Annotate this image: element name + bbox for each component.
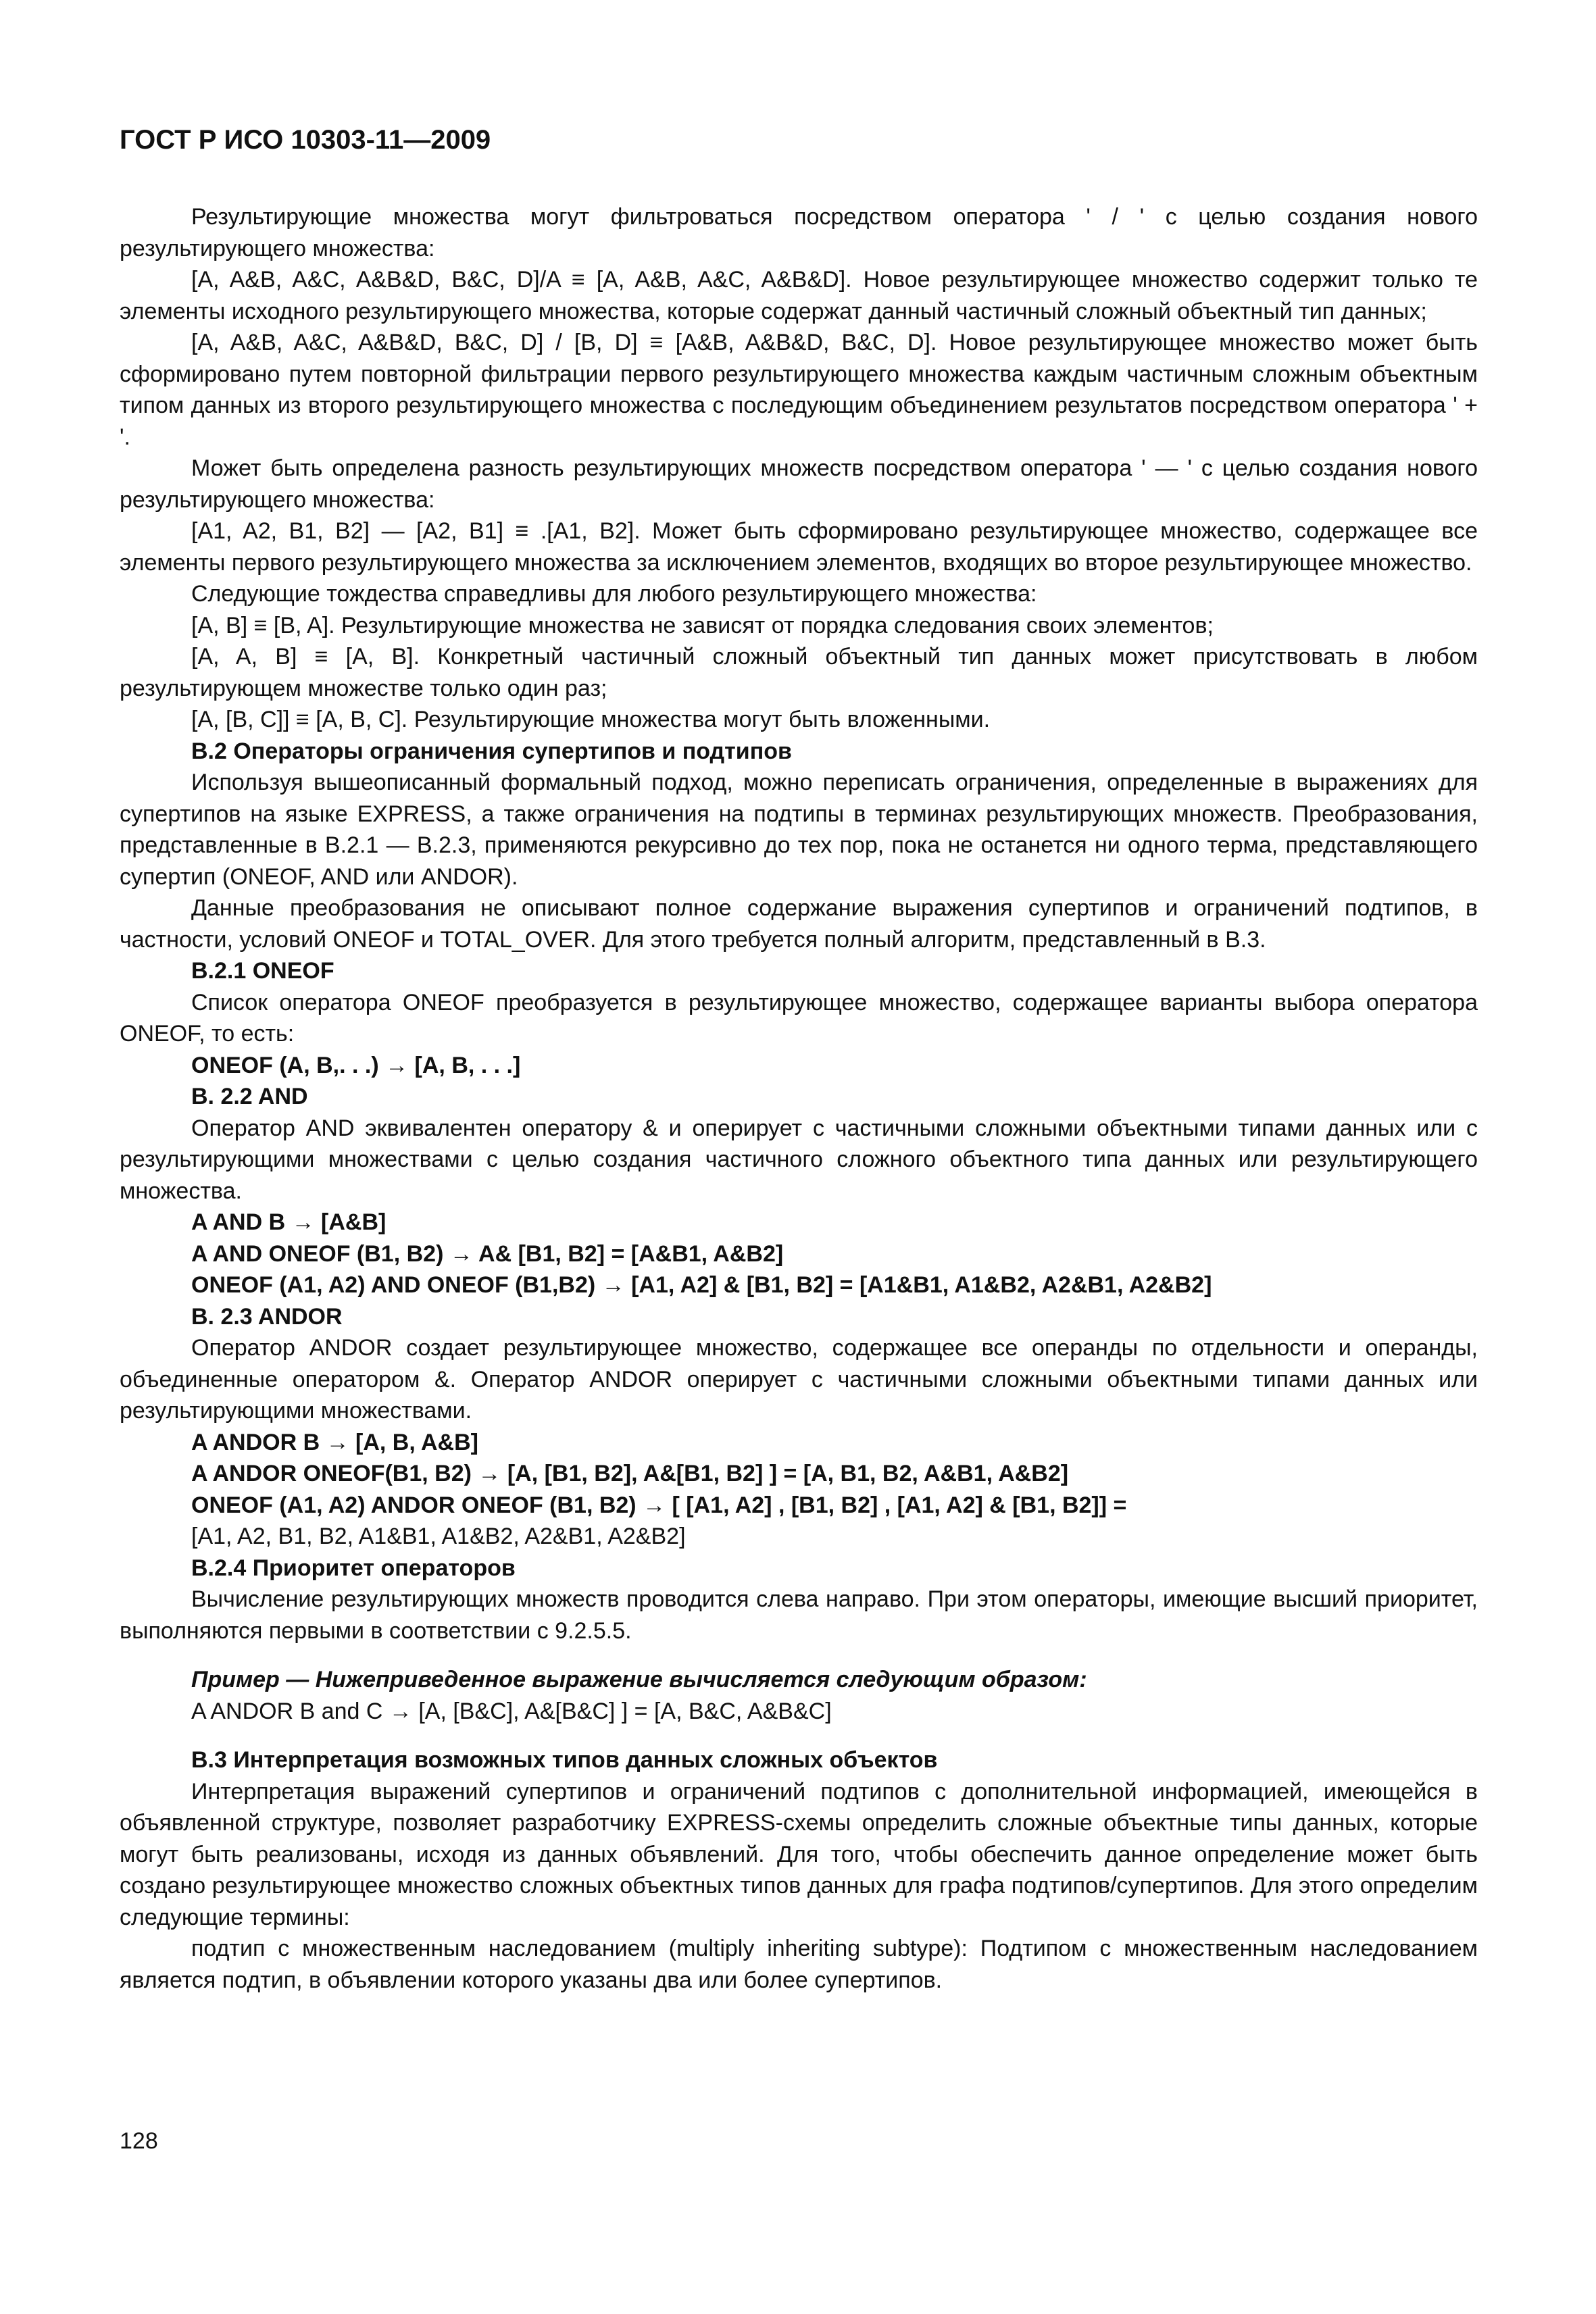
example-title: Пример — Нижеприведенное выражение вычисляется следующим образом:: [191, 1667, 1087, 1692]
document-header: ГОСТ Р ИСО 10303-11—2009: [120, 125, 491, 155]
paragraph: Следующие тождества справедливы для любого результирующего множества:: [191, 581, 1037, 607]
formula: A ANDOR B → [A, B, A&B]: [191, 1429, 478, 1455]
section-heading-b22: B. 2.2 AND: [191, 1084, 308, 1109]
document-body: [120, 201, 1478, 1996]
paragraph: Результирующие множества могут фильтроваться посредством оператора ' / ' с целью создания нового результирующего множества:: [120, 204, 1478, 261]
paragraph: Оператор AND эквивалентен оператору & и оперирует с частичными сложными объектными типами данных или с результирующими множествами с целью создания частичного сложного объектного типа данных или результирующего множества.: [120, 1115, 1478, 1204]
formula-paragraph: [A, A&B, A&C, A&B&D, B&C, D] / [B, D] ≡ [A&B, A&B&D, B&C, D]. Новое результирующее множество может быть сформировано путем повторной фильтрации первого результирующего множества каждым частичным сложным объектным типом данных из второго результирующего множества с последующим объединением результатов посредством оператора ' + '.: [120, 330, 1478, 450]
paragraph: Данные преобразования не описывают полное содержание выражения супертипов и ограничений подтипов, в частности, условий ONEOF и TOTAL_OVER. Для этого требуется полный алгоритм, представленный в B.3.: [120, 895, 1478, 953]
formula: ONEOF (A1, A2) AND ONEOF (B1,B2) → [A1, A2] & [B1, B2] = [A1&B1, A1&B2, A2&B1, A2&B2]: [191, 1272, 1212, 1298]
formula-paragraph: [A, B] ≡ [B, A]. Результирующие множества не зависят от порядка следования своих элементов;: [191, 612, 1214, 638]
section-heading-b2: B.2 Операторы ограничения супертипов и подтипов: [191, 738, 792, 764]
formula: A ANDOR ONEOF(B1, B2) → [A, [B1, B2], A&[B1, B2] ] = [A, B1, B2, A&B1, A&B2]: [191, 1461, 1069, 1486]
section-heading-b23: B. 2.3 ANDOR: [191, 1303, 343, 1330]
example-formula: A ANDOR B and C → [A, [B&C], A&[B&C] ] = [A, B&C, A&B&C]: [191, 1698, 832, 1724]
paragraph: Вычисление результирующих множеств проводится слева направо. При этом операторы, имеющие высший приоритет, выполняются первыми в соответствии с 9.2.5.5.: [120, 1586, 1478, 1644]
formula: A AND B → [A&B]: [191, 1209, 386, 1235]
paragraph: Может быть определена разность результирующих множеств посредством оператора ' — ' с целью создания нового результирующего множества:: [120, 455, 1478, 513]
paragraph: Оператор ANDOR создает результирующее множество, содержащее все операнды по отдельности и операнды, объединенные оператором &. Оператор ANDOR оперирует с частичными сложными объектными типами данных или результирующими множествами.: [120, 1335, 1478, 1424]
section-heading-b3: B.3 Интерпретация возможных типов данных сложных объектов: [191, 1747, 938, 1773]
paragraph: Список оператора ONEOF преобразуется в результирующее множество, содержащее варианты выбора оператора ONEOF, то есть:: [120, 989, 1478, 1047]
section-heading-b24: B.2.4 Приоритет операторов: [191, 1555, 516, 1581]
page-number: 128: [120, 2128, 158, 2154]
section-heading-b21: B.2.1 ONEOF: [191, 958, 334, 984]
paragraph: Интерпретация выражений супертипов и ограничений подтипов с дополнительной информацией, имеющейся в объявленной структуре, позволяет разработчику EXPRESS-схемы определить сложные объектные типы данных, которые могут быть реализованы, исходя из данных объявлений. Для того, чтобы обеспечить данное определение может быть создано результирующее множество сложных объектных типов данных для графа подтипов/супертипов. Для этого определим следующие термины:: [120, 1778, 1478, 1930]
formula: ONEOF (A1, A2) ANDOR ONEOF (B1, B2) → [ [A1, A2] , [B1, B2] , [A1, A2] & [B1, B2]] =: [191, 1492, 1127, 1518]
formula: [A1, A2, B1, B2, A1&B1, A1&B2, A2&B1, A2&B2]: [191, 1524, 686, 1549]
formula-paragraph: [A, [B, C]] ≡ [A, B, C]. Результирующие множества могут быть вложенными.: [191, 707, 991, 732]
formula: A AND ONEOF (B1, B2) → A& [B1, B2] = [A&B1, A&B2]: [191, 1240, 784, 1267]
definition-paragraph: подтип с множественным наследованием (multiply inheriting subtype): Подтипом с множественным наследованием является подтип, в объявлении которого указаны два или более супертипов.: [120, 1936, 1478, 1993]
paragraph: Используя вышеописанный формальный подход, можно переписать ограничения, определенные в выражениях для супертипов на языке EXPRESS, а также ограничения на подтипы в терминах результирующих множеств. Преобразования, представленные в B.2.1 — B.2.3, применяются рекурсивно до тех пор, пока не останется ни одного терма, представляющего супертип (ONEOF, AND или ANDOR).: [120, 770, 1478, 890]
formula-paragraph: [A1, A2, B1, B2] — [A2, B1] ≡ .[A1, B2]. Может быть сформировано результирующее множество, содержащее все элементы первого результирующего множества за исключением элементов, входящих во второе результирующее множество.: [120, 518, 1478, 576]
formula-paragraph: [A, A, B] ≡ [A, B]. Конкретный частичный сложный объектный тип данных может присутствовать в любом результирующем множестве только один раз;: [120, 644, 1478, 701]
formula: ONEOF (A, B,. . .) → [A, B, . . .]: [191, 1052, 521, 1078]
formula-paragraph: [A, A&B, A&C, A&B&D, B&C, D]/A ≡ [A, A&B, A&C, A&B&D]. Новое результирующее множество содержит только те элементы исходного результирующего множества, которые содержат данный частичный сложный объектный тип данных;: [120, 267, 1478, 324]
